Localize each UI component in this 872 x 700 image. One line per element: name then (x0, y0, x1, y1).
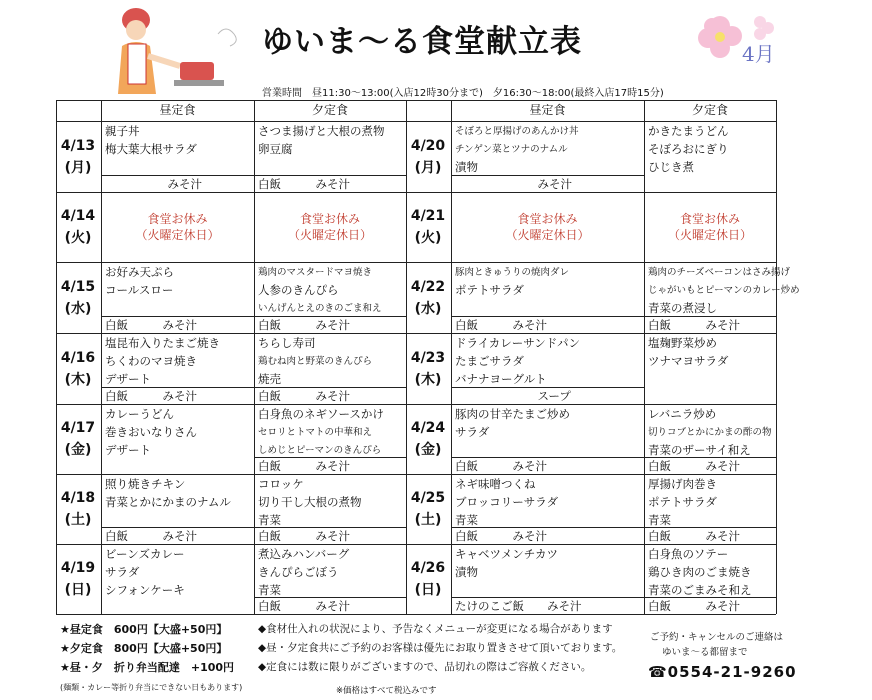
holiday-notice: 食堂お休み （火曜定休日） (505, 212, 590, 242)
menu-item: セロリとトマトの中華和え (258, 427, 373, 438)
menu-item: ネギ味噌つくね (455, 477, 536, 491)
holiday-notice: 食堂お休み （火曜定休日） (287, 212, 372, 242)
dinner-sides: 白飯 みそ汁 (258, 318, 350, 332)
menu-item: カレーうどん (105, 407, 174, 421)
date-label: 4/14 (60, 208, 96, 224)
dinner-sides: 白飯 みそ汁 (648, 599, 740, 613)
menu-item: デザート (105, 372, 151, 386)
menu-item: ポテトサラダ (455, 283, 524, 297)
column-divider (776, 100, 777, 614)
tax-note: ※価格はすべて税込みです (336, 686, 437, 696)
menu-item: 漬物 (455, 160, 478, 174)
row-divider (56, 121, 776, 122)
menu-item: コロッケ (258, 477, 304, 491)
weekday-label: (日) (414, 582, 442, 598)
menu-item: 鶏肉のマスタードマヨ焼き (258, 267, 373, 278)
column-divider (406, 100, 407, 614)
lunch-sides: 白飯 みそ汁 (455, 318, 547, 332)
menu-item: ちらし寿司 (258, 336, 316, 350)
menu-item: 親子丼 (105, 124, 140, 138)
menu-item: 卵豆腐 (258, 142, 293, 156)
menu-item: かきたまうどん (648, 124, 729, 138)
menu-item: ドライカレーサンドパン (455, 336, 581, 350)
menu-item: そぼろと厚揚げのあんかけ丼 (455, 126, 579, 137)
column-divider (101, 100, 102, 614)
menu-item: コールスロー (105, 283, 174, 297)
phone-number: ☎0554-21-9260 (648, 663, 797, 681)
date-label: 4/21 (410, 208, 446, 224)
date-label: 4/15 (60, 278, 96, 295)
weekday-label: (木) (64, 371, 92, 388)
notice-list (258, 620, 622, 677)
weekday-label: (土) (414, 512, 442, 528)
menu-item: ちくわのマヨ焼き (105, 354, 197, 368)
notice-item: ◆食材仕入れの状況により、予告なくメニューが変更になる場合があります (258, 623, 613, 635)
menu-item: サラダ (105, 565, 140, 579)
dinner-sides: 白飯 みそ汁 (258, 177, 350, 191)
menu-item: 青菜のごまみそ和え (648, 583, 752, 597)
lunch-sides: たけのこご飯 みそ汁 (455, 599, 582, 613)
chef-illustration (98, 4, 248, 94)
holiday-notice: 食堂お休み （火曜定休日） (667, 212, 752, 242)
date-label: 4/20 (410, 137, 446, 154)
row-divider (56, 333, 776, 334)
date-label: 4/23 (410, 349, 446, 366)
reservation-line: ゆいま〜る都留まで (662, 647, 748, 658)
weekday-label: (木) (414, 371, 442, 388)
menu-item: 鶏むね肉と野菜のきんぴら (258, 356, 373, 367)
menu-item: ツナマヨサラダ (648, 354, 729, 368)
date-label: 4/24 (410, 420, 446, 436)
menu-item: 梅大葉大根サラダ (105, 142, 197, 156)
menu-item: そぼろおにぎり (648, 142, 729, 156)
lunch-sides: みそ汁 (167, 177, 202, 191)
menu-item: 塩昆布入りたまご焼き (105, 336, 220, 350)
weekday-label: (月) (64, 159, 92, 176)
menu-item: 鶏肉のチーズベーコンはさみ揚げ (648, 267, 791, 278)
lunch-sides: スープ (537, 389, 571, 403)
menu-item: シフォンケーキ (105, 583, 185, 597)
menu-item: 鶏ひき肉のごま焼き (648, 565, 752, 579)
column-divider (56, 100, 57, 614)
menu-item: 青菜 (455, 513, 478, 527)
menu-item: じゃがいもとピーマンのカレー炒め (648, 285, 800, 296)
menu-item: 照り焼きチキン (105, 477, 186, 491)
date-label: 4/25 (410, 490, 446, 506)
menu-item: ビーンズカレー (105, 547, 185, 561)
dinner-sides: 白飯 みそ汁 (648, 318, 740, 332)
menu-item: 青菜のザーサイ和え (648, 443, 751, 457)
weekday-label: (金) (64, 442, 92, 458)
date-label: 4/19 (60, 560, 96, 576)
column-header-dinner: 夕定食 (311, 103, 348, 117)
column-divider (644, 100, 645, 614)
lunch-sides: 白飯 みそ汁 (105, 318, 197, 332)
menu-item: 巻きおいなりさん (105, 425, 197, 439)
reservation-line: ご予約・キャンセルのご連絡は (650, 632, 784, 643)
menu-item: しめじとピーマンのきんぴら (258, 445, 382, 456)
column-header-lunch: 昼定食 (529, 103, 566, 117)
menu-item: 厚揚げ肉巻き (648, 477, 717, 491)
menu-item: お好み天ぷら (105, 265, 174, 279)
row-divider (56, 474, 776, 475)
column-header-lunch: 昼定食 (159, 103, 196, 117)
date-label: 4/26 (410, 560, 446, 576)
weekday-label: (火) (414, 230, 442, 246)
page-title: ゆいま〜る食堂献立表 (262, 24, 582, 60)
date-label: 4/18 (60, 490, 96, 506)
menu-item: ポテトサラダ (648, 495, 717, 509)
menu-table (56, 100, 800, 614)
menu-item: 青菜 (258, 583, 281, 597)
menu-item: 漬物 (455, 565, 478, 579)
menu-item: 煮込みハンバーグ (258, 547, 350, 561)
dinner-sides: 白飯 みそ汁 (648, 459, 740, 473)
menu-item: 白身魚のネギソースかけ (258, 407, 384, 421)
row-divider (56, 262, 776, 263)
weekday-label: (土) (64, 512, 92, 528)
row-divider (56, 544, 776, 545)
business-hours: 営業時間 昼11:30〜13:00(入店12時30分まで) 夕16:30〜18:00(最終入店17時15分) (262, 88, 664, 99)
weekday-label: (金) (414, 442, 442, 458)
menu-item: 焼売 (258, 372, 281, 386)
menu-item: チンゲン菜とツナのナムル (455, 144, 568, 155)
weekday-label: (水) (64, 300, 92, 317)
reservation-info (650, 630, 783, 660)
menu-item: 豚肉の甘辛たまご炒め (455, 407, 570, 421)
price-dinner: ★夕定食 800円【大盛+50円】 (60, 642, 228, 655)
lunch-sides: 白飯 みそ汁 (455, 529, 547, 543)
dinner-sides: 白飯 みそ汁 (258, 529, 350, 543)
menu-item: さつま揚げと大根の煮物 (258, 124, 385, 138)
menu-item: レバニラ炒め (648, 407, 717, 421)
menu-item: ひじき煮 (648, 160, 694, 174)
menu-item: サラダ (455, 425, 490, 439)
menu-item: 青菜の煮浸し (648, 301, 717, 315)
holiday-notice: 食堂お休み （火曜定休日） (135, 212, 220, 242)
column-header-dinner: 夕定食 (691, 103, 728, 117)
menu-item: 塩麹野菜炒め (648, 336, 717, 350)
menu-item: 白身魚のソテー (648, 547, 729, 561)
column-divider (451, 100, 452, 614)
menu-item: ブロッコリーサラダ (455, 495, 559, 509)
month-label: 4月 (742, 42, 775, 66)
menu-item: きんぴらごぼう (258, 565, 339, 579)
dinner-sides: 白飯 みそ汁 (258, 599, 350, 613)
dinner-sides: 白飯 みそ汁 (648, 529, 740, 543)
weekday-label: (月) (414, 159, 442, 176)
date-label: 4/13 (60, 137, 96, 154)
lunch-sides: 白飯 みそ汁 (455, 459, 547, 473)
price-note: (麺類・カレー等折り弁当にできない日もあります) (60, 683, 243, 692)
menu-item: 豚肉ときゅうりの焼肉ダレ (455, 267, 570, 278)
price-delivery: ★昼・夕 折り弁当配達 +100円 (60, 661, 235, 674)
menu-item: いんげんとえのきのごま和え (258, 303, 382, 314)
lunch-sides: 白飯 みそ汁 (105, 389, 197, 403)
date-label: 4/22 (410, 278, 446, 295)
dinner-sides: 白飯 みそ汁 (258, 459, 350, 473)
menu-item: キャベツメンチカツ (455, 547, 559, 561)
notice-item: ◆昼・夕定食共にご予約のお客様は優先にお取り置きさせて頂いております。 (258, 642, 623, 654)
menu-item: 切りコブとかにかまの酢の物 (648, 427, 772, 438)
weekday-label: (火) (64, 230, 92, 246)
column-divider (254, 100, 255, 614)
menu-item: 青菜 (258, 513, 281, 527)
menu-item: 青菜 (648, 513, 671, 527)
row-divider (56, 404, 776, 405)
price-lunch: ★昼定食 600円【大盛+50円】 (60, 623, 228, 636)
notice-item: ◆定食には数に限りがございますので、品切れの際はご容赦ください。 (258, 661, 592, 673)
menu-item: バナナヨーグルト (455, 372, 547, 386)
date-label: 4/16 (60, 349, 96, 366)
date-label: 4/17 (60, 420, 96, 436)
dinner-sides: 白飯 みそ汁 (258, 389, 350, 403)
price-list (60, 620, 234, 677)
row-divider (56, 614, 776, 615)
menu-item: たまごサラダ (455, 354, 524, 368)
menu-item: 切り干し大根の煮物 (258, 495, 362, 509)
weekday-label: (日) (64, 582, 92, 598)
weekday-label: (水) (414, 300, 442, 317)
lunch-sides: 白飯 みそ汁 (105, 529, 197, 543)
lunch-sides: みそ汁 (537, 177, 572, 191)
menu-item: デザート (105, 443, 151, 457)
menu-item: 青菜とかにかまのナムル (105, 495, 231, 509)
row-divider (56, 192, 776, 193)
menu-item: 人参のきんぴら (258, 283, 339, 297)
